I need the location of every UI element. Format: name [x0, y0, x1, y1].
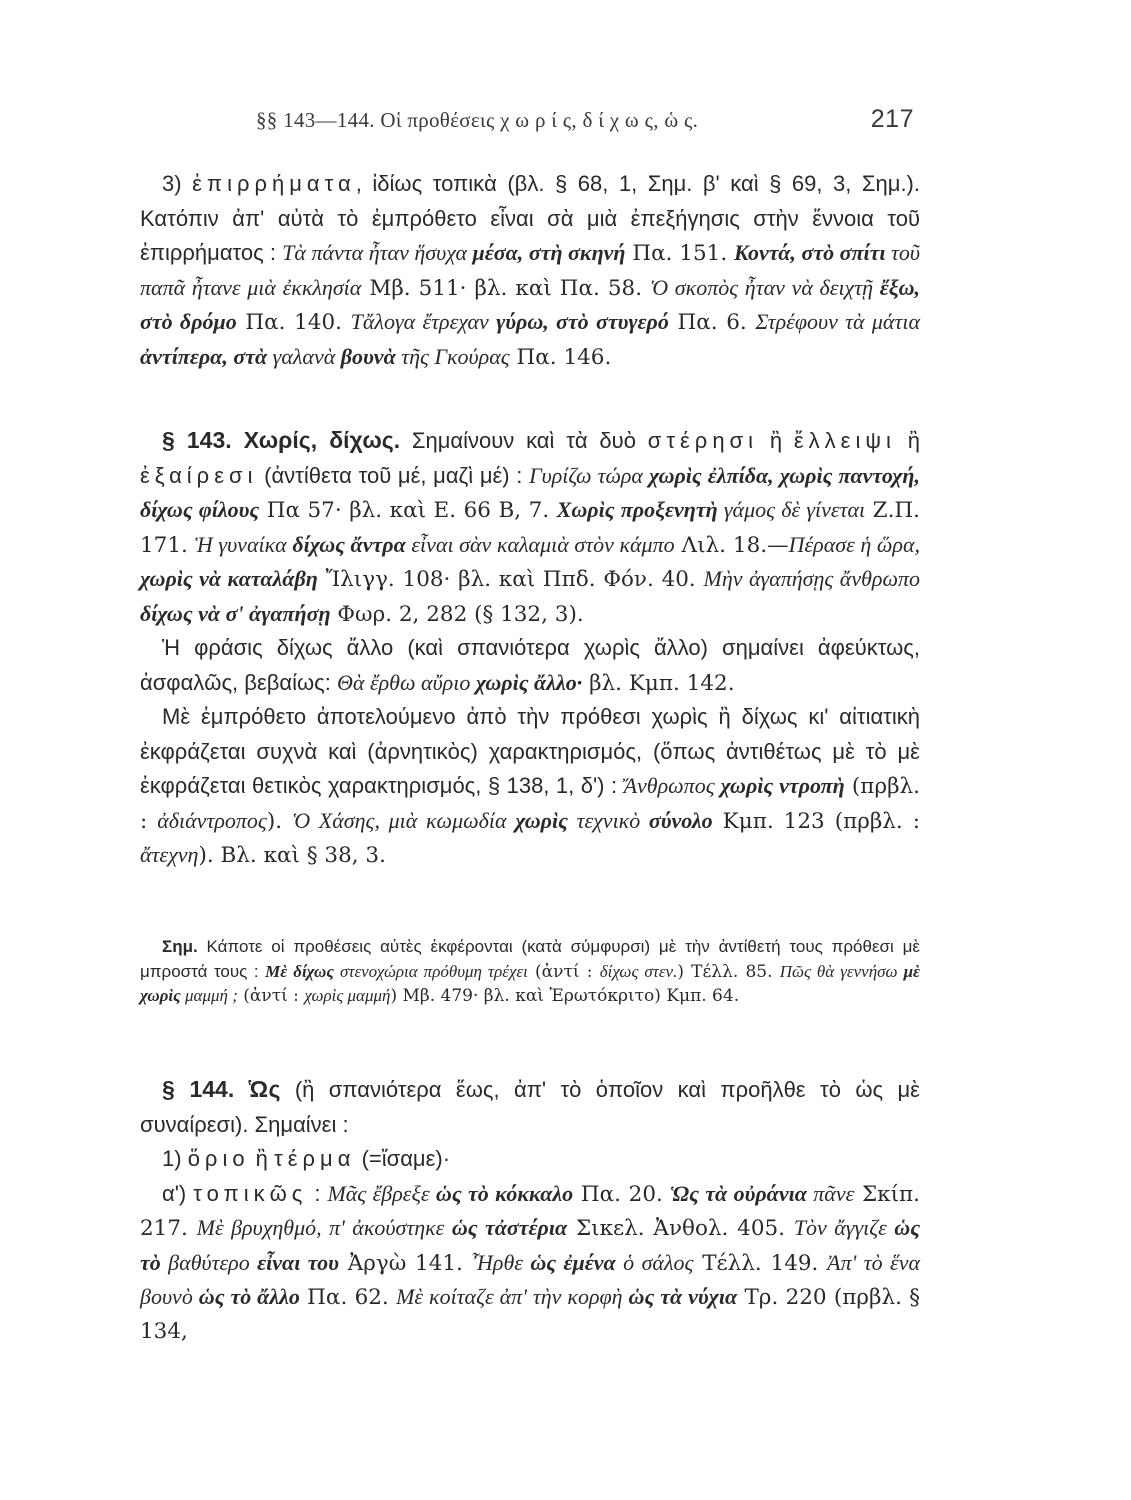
example-bold: ὡς τὸ [140, 1215, 920, 1275]
example: Ἀπ' τὸ ἕνα βουνὸ [140, 1249, 921, 1309]
example-bold: Μὲ δίχως [265, 961, 334, 981]
example-bold: ὡς τὸ ἄλλο [198, 1284, 300, 1309]
citation: Πα. 140. [236, 310, 351, 335]
example: χωρὶς μαμμή [304, 986, 391, 1005]
example-bold: χωρὶς ντροπὴ [720, 773, 845, 798]
citation: ) Τέλλ. 85. [677, 961, 780, 982]
citation: Κμπ. 123 (πρβλ. : [712, 808, 920, 834]
spaced-term: ὅριο [187, 1146, 250, 1171]
example: μαμμή ; [180, 986, 238, 1005]
example: Ἦρθε [471, 1249, 531, 1275]
spaced-term: τέρμα [274, 1146, 356, 1171]
running-title: §§ 143—144. Οἱ προθέσεις χ ω ρ ί ς, δ ί χ ω ς, ὡ ς. [256, 108, 699, 132]
section-144-title: § 144. Ὡς [162, 1076, 281, 1102]
citation: Πα. 62. [299, 1285, 397, 1310]
example: Ἡ γυναίκα [194, 531, 293, 557]
section-143 [140, 424, 920, 873]
section-144 [140, 1073, 920, 1348]
spaced-term: τοπικῶς [193, 1180, 308, 1206]
example: Θὰ ἔρθω αὔριο [337, 669, 476, 695]
example: γαλανὰ [267, 343, 341, 369]
example-bold: γύρω, στὸ στυγερό [496, 309, 669, 334]
example: Ὁ Χάσης, μιὰ κωμωδία [292, 807, 516, 833]
example-bold: ὡς τἀστέρια [451, 1215, 568, 1240]
example: στενοχώρια πρόθυμη τρέχει [333, 961, 528, 981]
example: Μᾶς ἔβρεξε [327, 1180, 436, 1206]
text: Ἡ φράσις δίχως ἄλλο (καὶ σπανιότερα χωρὶς ἄλλο) σημαίνει ἀφεύκτως, ἀσφαλῶς, βεβαίως: [140, 635, 920, 695]
example-bold: χωρὶς ἄλλο· [475, 669, 583, 695]
citation: Τρ. 220 (πρβλ. § 134, [140, 1285, 920, 1344]
citation: Σκίπ. 217. [140, 1181, 921, 1241]
citation: (πρβλ. : [140, 774, 920, 834]
citation: Φωρ. 2, 282 (§ 132, 3). [330, 601, 584, 627]
text: Μὲ ἐμπρόθετο ἀποτελούμενο ἀπὸ τὴν πρόθεσι χωρὶς ἢ δίχως κι' αἰτιατικὴ ἐκφράζεται συχνὰ καὶ (ἀρνητικὸς) χαρακτηρισμός, (ὅπως ἀντιθέτως μὲ τὸ μὲ ἐκφράζεται θετικὸς χαρακτηρισμός, § 138, 1, δ') : [140, 704, 920, 798]
example-bold: μέσα, στὴ σκηνή [472, 240, 626, 265]
text: α') [162, 1180, 194, 1206]
paragraph-adverbs [140, 167, 920, 374]
citation: Ἀργὼ 141. [338, 1250, 472, 1276]
example: τοῦ παπᾶ ἦτανε μιὰ ἐκκλησία [140, 240, 920, 300]
citation: Ζ.Π. 171. [140, 498, 920, 558]
citation: ). Βλ. καὶ § 38, 3. [198, 843, 386, 868]
example: τεχνικὸ [567, 807, 649, 833]
example-bold: χωρὶς [515, 807, 568, 833]
example-bold: Χωρὶς προξενητὴ [556, 497, 718, 522]
example-bold: ὡς τὰ νύχια [628, 1284, 738, 1309]
example: τῆς Γκούρας [395, 343, 510, 369]
example: Ὁ σκοπὸς ἦταν νὰ δειχτῇ [650, 274, 880, 300]
example-bold: χωρὶς ἐλπίδα, χωρὶς παντοχή, δίχως φίλους [140, 462, 920, 522]
text: Κάποτε οἱ προθέσεις αὐτὲς ἐκφέρονται (κατὰ σύμφυρσι) μὲ τὴν ἀντίθετή τους πρόθεσι μὲ μπροστά τους : [140, 937, 920, 981]
example: εἶναι σὰν καλαμιὰ στὸν κάμπο [405, 531, 675, 557]
citation: Λιλ. 18.— [674, 532, 789, 558]
text: , ἰδίως τοπικὰ (βλ. § 68, 1, Σημ. β' καὶ § 69, 3, Σημ.). Κατόπιν ἀπ' αὐτὰ τὸ ἐμπρόθετο εἶναι σὰ μιὰ ἐπεξήγησις στὴν ἔννοια τοῦ ἐπιρρήματος : [140, 171, 920, 265]
example-bold: σύνολο [648, 807, 713, 833]
text: ἢ [895, 428, 920, 453]
spaced-term: ἔλλειψι [793, 428, 896, 453]
example-bold: Ὡς τὰ οὐράνια [670, 1180, 807, 1206]
text: ἢ [249, 1146, 275, 1171]
citation: Πα. 146. [509, 344, 612, 370]
example: Μὴν ἀγαπήσῃς ἄνθρωπο [703, 566, 921, 591]
spaced-term: στέρησι [647, 428, 759, 453]
citation: Τέλλ. 149. [693, 1250, 828, 1276]
example: Ἄνθρωπος [623, 773, 721, 798]
spaced-term: ἐπιρρήματα [192, 171, 356, 196]
citation: Πα. 6. [668, 310, 756, 335]
citation: ) Μβ. 479· βλ. καὶ Ἐρωτόκριτο) Κμπ. 64. [390, 986, 740, 1006]
citation: Πα. 151. [625, 241, 735, 266]
note-143 [140, 935, 920, 1009]
example-bold: χωρὶς νὰ καταλάβη [140, 566, 318, 591]
example: Μὲ βρυχηθμό, π' ἀκούστηκε [196, 1215, 452, 1240]
example: ἀδιάντροπος [157, 807, 267, 833]
citation: (ἀντί : [527, 961, 600, 982]
text: (ἢ σπανιότερα ἕως, ἀπ' τὸ ὁποῖον καὶ προῆλθε τὸ ὡς μὲ συναίρεσι). Σημαίνει : [140, 1077, 920, 1137]
text: ἢ [758, 428, 794, 453]
citation: βλ. Κμπ. 142. [582, 670, 735, 696]
example-bold: ὡς ἐμένα [530, 1249, 616, 1275]
example: Τὸν ἄγγιζε [793, 1215, 895, 1240]
example-bold: Κοντά, στὸ σπίτι [734, 240, 886, 265]
example-bold: ἔξω, στὸ δρόμο [140, 274, 921, 334]
citation: Ἴλιγγ. 108· βλ. καὶ Ππδ. Φόν. 40. [317, 567, 704, 592]
example-bold: βουνὰ [340, 343, 396, 369]
page-number: 217 [870, 105, 914, 133]
text: (ἀντίθετα τοῦ μέ, μαζὶ μέ) : [257, 462, 530, 488]
text: (=ἴσαμε)· [355, 1146, 451, 1171]
note-label: Σημ. [162, 937, 198, 956]
spaced-term: ἐξαίρεσι [140, 462, 258, 488]
example: Στρέφουν τὰ μάτια [755, 309, 920, 334]
example: Μὲ κοίταζε ἀπ' τὴν κορφὴ [396, 1284, 629, 1309]
text: : [307, 1180, 328, 1206]
example: πᾶνε [806, 1180, 855, 1206]
example-bold: δίχως ἄντρα [292, 531, 406, 557]
example: ὁ σάλος [615, 1249, 694, 1275]
example: Τἄλογα ἔτρεχαν [350, 309, 497, 334]
example: Πῶς θὰ γεννήσω [779, 961, 904, 981]
citation: (ἀντί : [237, 986, 305, 1006]
example-bold: ἀντίπερα, στὰ [140, 343, 268, 369]
text: 3) [162, 171, 193, 196]
citation: Πα 57· βλ. καὶ Ε. 66 Β, 7. [259, 498, 557, 523]
example: Γυρίζω τώρα [529, 462, 650, 488]
example: βαθύτερο [160, 1249, 258, 1275]
example-bold: δίχως νὰ σ' ἀγαπήσῃ [140, 600, 331, 626]
citation: Πα. 20. [573, 1181, 671, 1207]
running-header [152, 105, 914, 140]
citation: Μβ. 511· βλ. καὶ Πα. 58. [361, 275, 651, 301]
example-bold: εἶναι του [257, 1249, 339, 1275]
example: ἄτεχνη [140, 842, 199, 867]
example-bold: μὲ χωρὶς [140, 961, 920, 1005]
text: Σημαίνουν καὶ τὰ δυὸ [400, 428, 648, 453]
citation: ). [266, 808, 293, 834]
section-143-title: § 143. Χωρίς, δίχως. [162, 427, 401, 453]
example: γάμος δὲ γίνεται [717, 497, 866, 522]
citation: Σικελ. Ἀνθολ. 405. [567, 1216, 794, 1241]
example: δίχως στεν. [599, 961, 678, 981]
example: Τὰ πάντα ἦταν ἥσυχα [282, 240, 473, 265]
example-bold: ὡς τὸ κόκκαλο [435, 1180, 574, 1206]
text: 1) [162, 1146, 188, 1171]
example: Πέρασε ἡ ὥρα, [788, 531, 920, 557]
